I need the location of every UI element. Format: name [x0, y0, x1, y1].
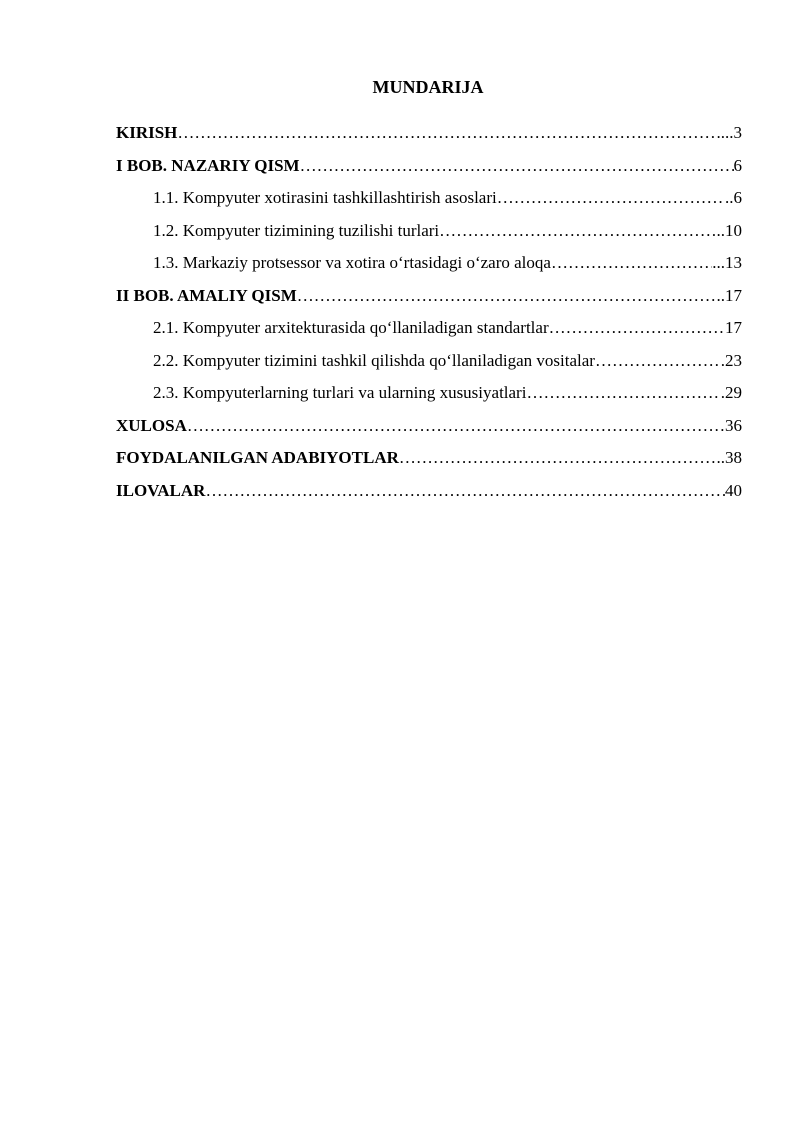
toc-page-number: 40 — [725, 480, 742, 500]
toc-page-number: 36 — [725, 415, 742, 435]
toc-leader-dots — [551, 252, 712, 274]
toc-entry-label: ILOVALAR — [116, 480, 206, 500]
toc-entry-label: FOYDALANILGAN ADABIYOTLAR — [116, 448, 399, 467]
toc-leader-dots — [595, 350, 721, 372]
toc-entry-chapter-1 — [116, 155, 742, 188]
toc-entry-label: I BOB. NAZARIY QISM — [116, 155, 300, 175]
toc-page-number: ....3 — [716, 123, 742, 142]
toc-page-number: 17 — [725, 318, 742, 337]
toc-entry-section-2-2 — [116, 350, 742, 383]
toc-entry-section-2-1 — [116, 317, 742, 350]
toc-page-number: .29 — [720, 383, 742, 402]
toc-leader-dots — [177, 122, 716, 144]
toc-entry-chapter-2 — [116, 285, 742, 318]
toc-entry-label: II BOB. AMALIY QISM — [116, 285, 297, 305]
toc-page-number: .23 — [720, 350, 742, 370]
toc-leader-dots — [549, 317, 725, 339]
toc-entry-label: 2.1. Kompyuter arxitekturasida qoʻllaniladigan standartlar — [153, 318, 549, 337]
toc-leader-dots — [205, 480, 725, 502]
toc-entry-section-1-1 — [116, 187, 742, 220]
toc-page-number: ..6 — [725, 188, 742, 207]
toc-page-number: 6 — [733, 155, 742, 175]
toc-entry-label: 1.3. Markaziy protsessor va xotira oʻrtasidagi oʻzaro aloqa — [153, 253, 551, 272]
toc-entry-label: XULOSA — [116, 415, 187, 435]
toc-entry-xulosa — [116, 415, 742, 448]
toc-entry-ilovalar — [116, 480, 742, 513]
toc-entry-section-1-3 — [116, 252, 742, 285]
toc-entry-section-1-2 — [116, 220, 742, 253]
toc-entry-section-2-3 — [116, 382, 742, 415]
toc-leader-dots — [497, 187, 725, 209]
toc-leader-dots — [297, 285, 717, 307]
table-of-contents — [116, 122, 742, 512]
toc-page-number: ..10 — [716, 220, 742, 240]
toc-entry-label: KIRISH — [116, 123, 178, 142]
toc-page-number: ..17 — [716, 285, 742, 305]
toc-entry-label: 2.2. Kompyuter tizimini tashkil qilishda qoʻllaniladigan vositalar — [153, 350, 595, 370]
toc-leader-dots — [439, 220, 716, 242]
toc-entry-label: 1.1. Kompyuter xotirasini tashkillashtirish asoslari — [153, 188, 497, 207]
toc-entry-label: 1.2. Kompyuter tizimining tuzilishi turlari — [153, 220, 440, 240]
toc-leader-dots — [526, 382, 720, 404]
page-title: MUNDARIJA — [372, 77, 484, 97]
toc-leader-dots — [300, 155, 734, 177]
toc-leader-dots — [187, 415, 725, 437]
toc-page-number: ...13 — [712, 253, 742, 272]
toc-entry-label: 2.3. Kompyuterlarning turlari va ularning xususiyatlari — [153, 383, 527, 402]
toc-page-number: ..38 — [716, 448, 742, 467]
toc-leader-dots — [399, 447, 717, 469]
toc-entry-kirish — [116, 122, 742, 155]
toc-entry-references — [116, 447, 742, 480]
